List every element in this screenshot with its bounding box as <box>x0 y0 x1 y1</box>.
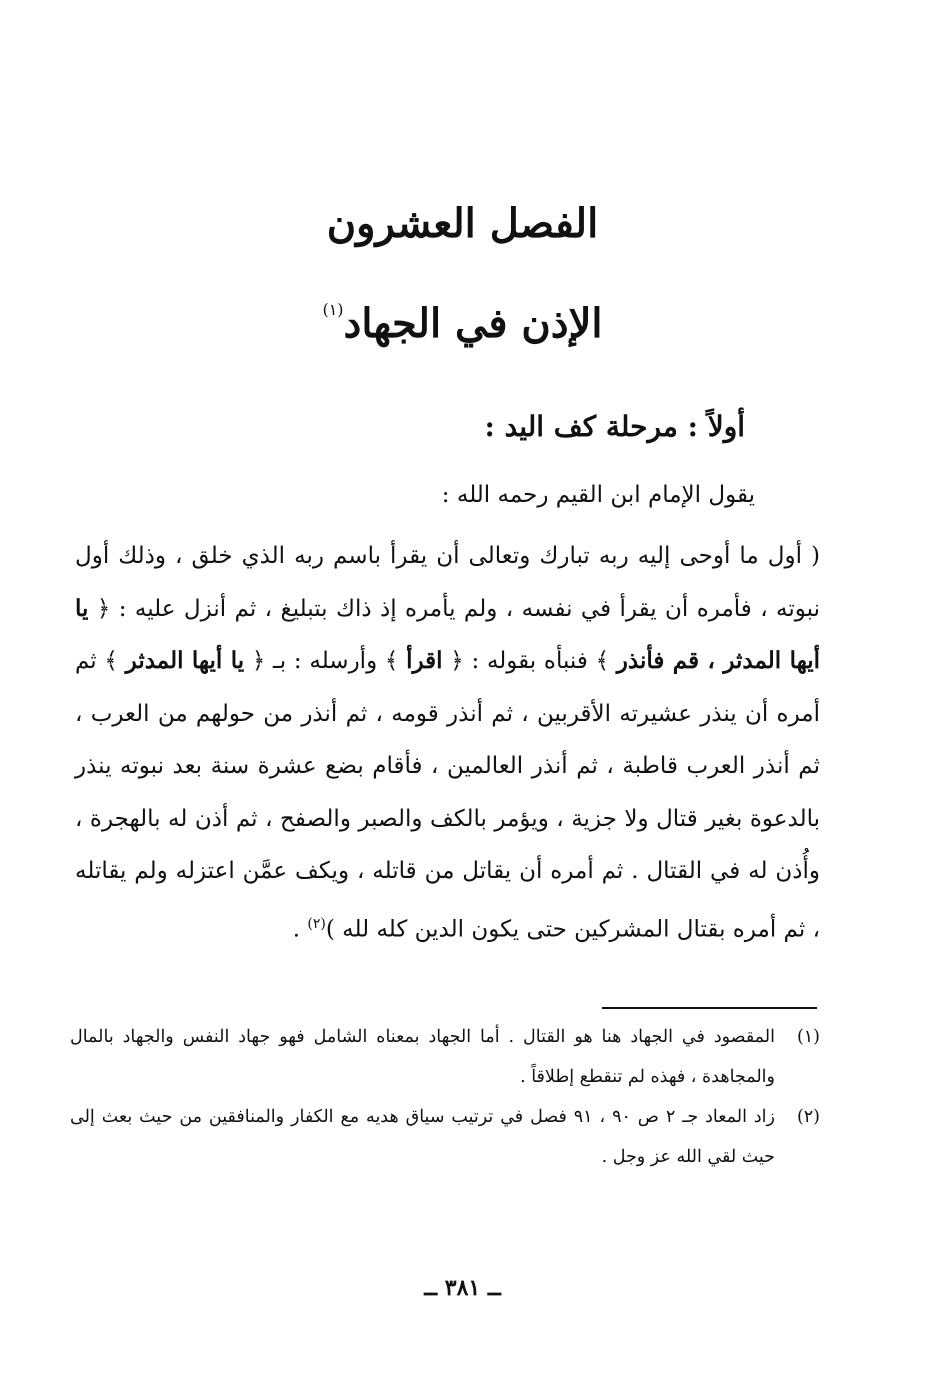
subtitle-text: الإذن في الجهاد <box>343 300 603 347</box>
footnote-text: المقصود في الجهاد هنا هو القتال . أما الجهاد بمعناه الشامل فهو جهاد النفس والجهاد بالمال والمجاهدة ، فهذه لم تنقطع إطلاقاً . <box>70 1027 775 1087</box>
intro-line: يقول الإمام ابن القيم رحمه الله : <box>441 482 755 508</box>
section-heading: أولاً : مرحلة كف اليد : <box>484 410 745 443</box>
chapter-title: الفصل العشرون <box>326 200 599 247</box>
quran-verse-1: يا أيها المدثر ، قم فأنذر <box>75 594 820 674</box>
quote-text-3: ﴾ وأرسله : بـ ﴿ <box>244 648 407 674</box>
quote-text-4: ﴾ ثم أمره أن ينذر عشيرته الأقربين ، ثم أنذر قومه ، ثم أنذر من حولهم من العرب ، ثم أنذر العرب قاطبة ، ثم أنذر العالمين ، فأقام بضع عشرة سنة بعد نبوته ينذر بالدعوة بغير قتال ولا جزية ، ويؤمر بالكف والصبر والصفح ، ثم أذن له بالهجرة ، وأُذن له في القتال . ثم أمره أن يقاتل من قاتله ، ويكف عمَّن اعتزله ولم يقاتله ، ثم أمره بقتال المشركين حتى يكون الدين كله لله ) <box>75 648 820 943</box>
footnote-text: زاد المعاد جـ ٢ ص ٩٠ ، ٩١ فصل في ترتيب سياق هديه مع الكفار والمنافقين من حيث بعث إلى حيث لقي الله عز وجل . <box>70 1107 775 1167</box>
quote-footnote-marker: (٢) <box>307 915 326 932</box>
quote-text-2: ﴾ فنبأه بقوله : ﴿ <box>442 648 617 674</box>
quote-text-1: ( أول ما أوحى إليه ربه تبارك وتعالى أن يقرأ باسم ربه الذي خلق ، وذلك أول نبوته ، فأمره أن يقرأ في نفسه ، ولم يأمره إذ ذاك بتبليغ ، ثم أنزل عليه : ﴿ <box>75 543 820 622</box>
quote-end: . <box>292 916 308 943</box>
chapter-subtitle <box>0 300 925 347</box>
quran-verse-2: اقرأ <box>406 647 443 674</box>
subtitle-footnote-marker: (١) <box>322 300 344 319</box>
footnote-item <box>70 1017 820 1097</box>
page-number: ــ ٣٨١ ــ <box>424 1275 501 1301</box>
footnote-separator <box>602 1007 817 1009</box>
footnote-number: (٢) <box>796 1107 820 1127</box>
quoted-passage <box>75 530 820 956</box>
footnote-item <box>70 1097 820 1177</box>
footnotes <box>70 1017 820 1177</box>
footnote-number: (١) <box>796 1027 820 1047</box>
quran-verse-3: يا أيها المدثر <box>125 647 245 674</box>
